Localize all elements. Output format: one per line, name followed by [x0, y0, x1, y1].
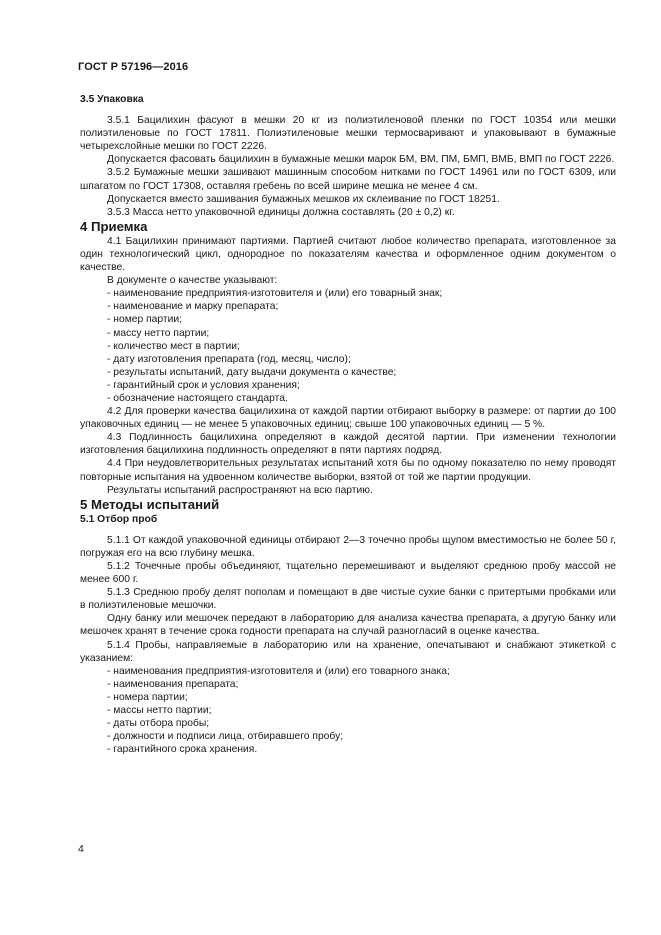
list-item: - гарантийного срока хранения. — [107, 744, 258, 756]
label-contents-list — [80, 665, 616, 757]
section-4-title: 4 Приемка — [80, 218, 148, 234]
list-item: - гарантийный срок и условия хранения; — [107, 379, 300, 391]
list-item: - массы нетто партии; — [107, 705, 212, 717]
list-item: - наименования предприятия-изготовителя и (или) его товарного знака; — [107, 665, 450, 677]
paragraph-3-5-3: 3.5.3 Масса нетто упаковочной единицы должна составлять (20 ± 0,2) кг. — [107, 206, 455, 218]
paragraph-4-4: 4.4 При неудовлетворительных результатах испытаний хотя бы по одному показателю по нему проводят повторные испытания на удвоенном количестве выборки, взятой от той же партии продукции. — [80, 458, 616, 483]
section-3-5-title: 3.5 Упаковка — [80, 94, 144, 105]
document-body — [80, 93, 616, 756]
paragraph-5-1-4: 5.1.4 Пробы, направляемые в лабораторию или на хранение, опечатывают и снабжают этикеткой с указанием: — [80, 639, 616, 664]
paragraph-4-2: 4.2 Для проверки качества бацилихина от каждой партии отбирают выборку в размере: от партии до 100 упаковочных единиц — не менее 5 упаковочных единиц; свыше 100 упаковочных единиц — 5 %. — [80, 406, 616, 431]
paragraph-4-1-list-intro: В документе о качестве указывают: — [107, 275, 278, 287]
list-item: - результаты испытаний, дату выдачи документа о качестве; — [107, 366, 397, 378]
paragraph-5-1-3: 5.1.3 Среднюю пробу делят пополам и помещают в две чистые сухие банки с притертыми пробками или в полиэтиленовые мешочки. — [80, 587, 616, 612]
list-item: - номера партии; — [107, 691, 188, 703]
list-item: - дату изготовления препарата (год, месяц, число); — [107, 353, 351, 365]
list-item: - количество мест в партии; — [107, 340, 240, 352]
paragraph-3-5-2-note: Допускается вместо зашивания бумажных мешков их склеивание по ГОСТ 18251. — [107, 193, 500, 205]
paragraph-5-1-1: 5.1.1 От каждой упаковочной единицы отбирают 2—3 точечно пробы щупом вместимостью не более 50 г, погружая его на всю глубину мешка. — [80, 534, 616, 559]
paragraph-4-1: 4.1 Бацилихин принимают партиями. Партией считают любое количество препарата, изготовленное за один технологический цикл, однородное по показателям качества и оформленное одним документом о качестве. — [80, 235, 616, 274]
list-item: - обозначение настоящего стандарта. — [107, 392, 288, 404]
list-item: - наименование и марку препарата; — [107, 301, 279, 313]
paragraph-5-1-2: 5.1.2 Точечные пробы объединяют, тщательно перемешивают и выделяют среднюю пробу массой не менее 600 г. — [80, 561, 616, 586]
list-item: - даты отбора пробы; — [107, 718, 210, 730]
list-item: - массу нетто партии; — [107, 327, 210, 339]
quality-document-list — [80, 287, 616, 405]
list-item: - наименование предприятия-изготовителя и (или) его товарный знак; — [107, 288, 443, 300]
paragraph-3-5-2: 3.5.2 Бумажные мешки зашивают машинным способом нитками по ГОСТ 14961 или по ГОСТ 6309, или шпагатом по ГОСТ 17308, оставляя гребень по всей ширине мешка не менее 4 см. — [80, 167, 616, 192]
paragraph-5-1-3-note: Одну банку или мешочек передают в лабораторию для анализа качества препарата, а другую банку или мешочек хранят в течение срока годности препарата на случай разногласий в оценке качества. — [80, 613, 616, 638]
paragraph-3-5-1: 3.5.1 Бацилихин фасуют в мешки 20 кг из полиэтиленовой пленки по ГОСТ 10354 или мешки полиэтиленовые по ГОСТ 17811. Полиэтиленовые мешки термосваривают и упаковывают в бумажные четырехслойные мешки по ГОСТ 2226. — [80, 115, 616, 153]
section-5-1-title: 5.1 Отбор проб — [80, 513, 158, 525]
paragraph-4-4-note: Результаты испытаний распространяют на всю партию. — [107, 484, 373, 496]
doc-code-header: ГОСТ Р 57196—2016 — [78, 61, 189, 73]
paragraph-3-5-1-note: Допускается фасовать бацилихин в бумажные мешки марок БМ, ВМ, ПМ, БМП, ВМБ, ВМП по ГОСТ 2226. — [107, 154, 615, 166]
page-number: 4 — [78, 843, 84, 855]
list-item: - наименования препарата; — [107, 678, 239, 690]
list-item: - должности и подписи лица, отбиравшего пробу; — [107, 731, 344, 743]
section-5-title: 5 Методы испытаний — [80, 496, 220, 512]
paragraph-4-3: 4.3 Подлинность бацилихина определяют в каждой десятой партии. При изменении технологии изготовления бацилихина подлинность определяют в пяти партиях подряд. — [80, 432, 616, 457]
list-item: - номер партии; — [107, 314, 182, 326]
